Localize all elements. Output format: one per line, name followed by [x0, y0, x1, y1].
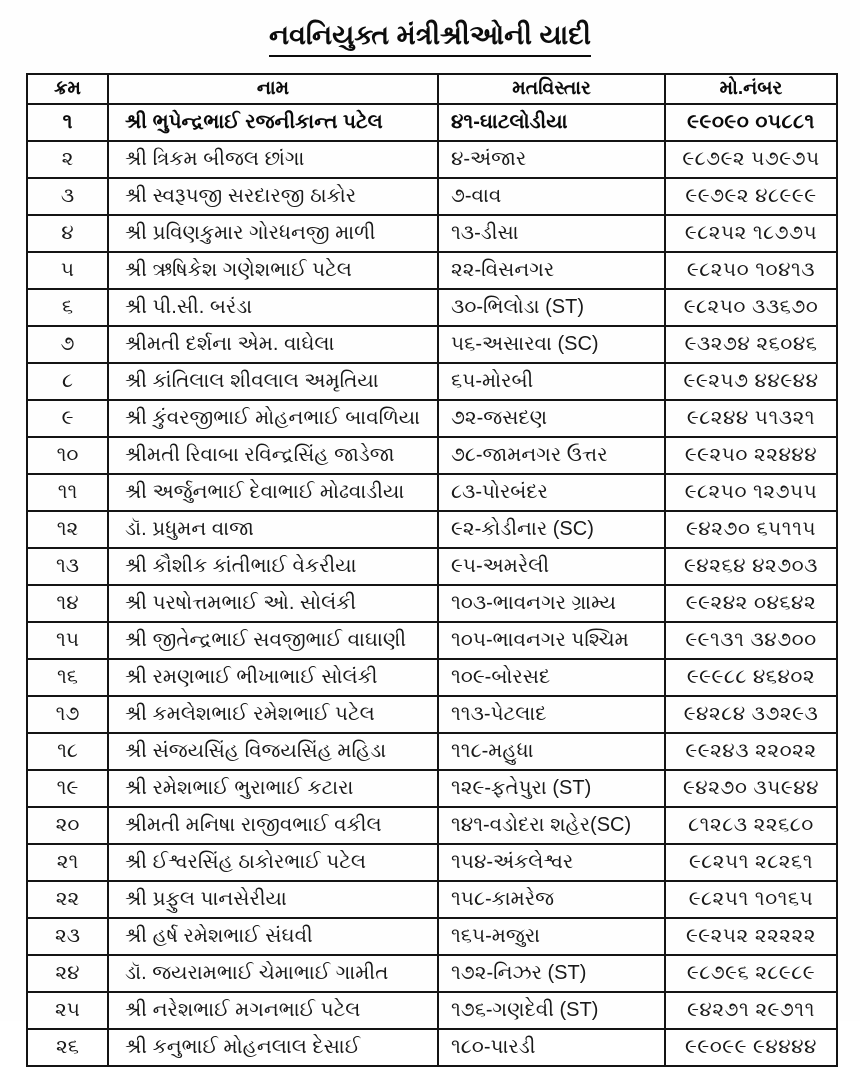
cell-serial: ૧૦	[27, 437, 108, 474]
cell-serial: ૧૩	[27, 548, 108, 585]
cell-serial: ૭	[27, 326, 108, 363]
cell-name: શ્રી સ્વરૂપજી સરદારજી ઠાકોર	[108, 178, 438, 215]
cell-constituency: ૩૦-ભિલોડા (ST)	[438, 289, 665, 326]
table-row	[27, 696, 837, 733]
table-row	[27, 363, 837, 400]
cell-serial: ૩	[27, 178, 108, 215]
table-row	[27, 141, 837, 178]
table-row	[27, 955, 837, 992]
table-row	[27, 326, 837, 363]
cell-serial: ૨૪	[27, 955, 108, 992]
cell-serial: ૨૫	[27, 992, 108, 1029]
cell-constituency: ૯૨-કોડીનાર (SC)	[438, 511, 665, 548]
ministers-table	[26, 73, 838, 1067]
cell-mobile: ૯૯૨૫૦ ૨૨૪૪૪	[665, 437, 837, 474]
header-name: નામ	[108, 74, 438, 104]
cell-constituency: ૧૪૧-વડોદરા શહેર(SC)	[438, 807, 665, 844]
cell-constituency: ૭૮-જામનગર ઉત્તર	[438, 437, 665, 474]
cell-constituency: ૧૫૮-કામરેજ	[438, 881, 665, 918]
cell-constituency: ૭૨-જસદણ	[438, 400, 665, 437]
cell-serial: ૧૭	[27, 696, 108, 733]
cell-serial: ૪	[27, 215, 108, 252]
cell-constituency: ૧૧૩-પેટલાદ	[438, 696, 665, 733]
cell-serial: ૧૪	[27, 585, 108, 622]
table-row	[27, 511, 837, 548]
table-row	[27, 1029, 837, 1066]
cell-serial: ૧૬	[27, 659, 108, 696]
cell-name: શ્રી ઋષિકેશ ગણેશભાઈ પટેલ	[108, 252, 438, 289]
cell-name: શ્રી અર્જુનભાઈ દેવાભાઈ મોઢવાડીયા	[108, 474, 438, 511]
cell-serial: ૫	[27, 252, 108, 289]
cell-serial: ૨૩	[27, 918, 108, 955]
cell-mobile: ૯૪૨૬૪ ૪૨૭૦૩	[665, 548, 837, 585]
cell-name: શ્રી પ્રફુલ પાનસેરીયા	[108, 881, 438, 918]
cell-constituency: ૧૫૪-અંકલેશ્વર	[438, 844, 665, 881]
table-row	[27, 807, 837, 844]
cell-constituency: ૫૬-અસારવા (SC)	[438, 326, 665, 363]
cell-serial: ૧૯	[27, 770, 108, 807]
cell-serial: ૨૧	[27, 844, 108, 881]
cell-serial: ૯	[27, 400, 108, 437]
cell-serial: ૧૮	[27, 733, 108, 770]
cell-mobile: ૯૪૨૮૪ ૩૭૨૯૩	[665, 696, 837, 733]
cell-serial: ૨	[27, 141, 108, 178]
cell-name: શ્રી કૌશીક કાંતીભાઈ વેકરીયા	[108, 548, 438, 585]
cell-serial: ૨૨	[27, 881, 108, 918]
cell-name: શ્રી રમેશભાઈ ભુરાભાઈ કટારા	[108, 770, 438, 807]
table-row	[27, 992, 837, 1029]
cell-serial: ૬	[27, 289, 108, 326]
cell-serial: ૧૧	[27, 474, 108, 511]
cell-name: શ્રી કમલેશભાઈ રમેશભાઈ પટેલ	[108, 696, 438, 733]
cell-name: શ્રીમતી રિવાબા રવિન્દ્રસિંહ જાડેજા	[108, 437, 438, 474]
header-serial: ક્રમ	[27, 74, 108, 104]
cell-serial: ૮	[27, 363, 108, 400]
cell-name: શ્રી હર્ષ રમેશભાઈ સંઘવી	[108, 918, 438, 955]
cell-mobile: ૯૪૨૭૦ ૬૫૧૧૫	[665, 511, 837, 548]
cell-constituency: ૧૧૮-મહુધા	[438, 733, 665, 770]
table-row	[27, 400, 837, 437]
table-body	[27, 104, 837, 1066]
table-row	[27, 844, 837, 881]
cell-mobile: ૯૯૦૯૯ ૯૪૪૪૪	[665, 1029, 837, 1066]
cell-mobile: ૯૯૨૪૨ ૦૪૬૪૨	[665, 585, 837, 622]
cell-mobile: ૯૮૨૫૧ ૨૮૨૬૧	[665, 844, 837, 881]
cell-name: શ્રી રમણભાઈ ભીખાભાઈ સોલંકી	[108, 659, 438, 696]
cell-serial: ૨૬	[27, 1029, 108, 1066]
cell-constituency: ૧૭૨-નિઝર (ST)	[438, 955, 665, 992]
table-row	[27, 733, 837, 770]
cell-mobile: ૯૮૨૫૦ ૩૩૬૭૦	[665, 289, 837, 326]
cell-mobile: ૯૯૨૫૭ ૪૪૯૪૪	[665, 363, 837, 400]
cell-constituency: ૨૨-વિસનગર	[438, 252, 665, 289]
cell-name: શ્રી પરષોત્તમભાઈ ઓ. સોલંકી	[108, 585, 438, 622]
cell-name: શ્રી પી.સી. બરંડા	[108, 289, 438, 326]
cell-mobile: ૯૮૨૫૦ ૧૦૪૧૩	[665, 252, 837, 289]
cell-serial: ૨૦	[27, 807, 108, 844]
cell-constituency: ૭-વાવ	[438, 178, 665, 215]
table-row	[27, 918, 837, 955]
cell-name: ડૉ. પ્રધુમન વાજા	[108, 511, 438, 548]
table-row	[27, 289, 837, 326]
cell-name: શ્રી સંજયસિંહ વિજયસિંહ મહિડા	[108, 733, 438, 770]
cell-mobile: ૯૮૨૪૪ ૫૧૩૨૧	[665, 400, 837, 437]
cell-name: શ્રી કુંવરજીભાઈ મોહનભાઈ બાવળિયા	[108, 400, 438, 437]
cell-name: શ્રી કાંતિલાલ શીવલાલ અમૃતિયા	[108, 363, 438, 400]
cell-name: શ્રી ત્રિકમ બીજલ છાંગા	[108, 141, 438, 178]
cell-mobile: ૮૧૨૮૩ ૨૨૬૮૦	[665, 807, 837, 844]
cell-constituency: ૧૬૫-મજુરા	[438, 918, 665, 955]
cell-serial: ૧	[27, 104, 108, 141]
cell-serial: ૧૨	[27, 511, 108, 548]
cell-constituency: ૪-અંજાર	[438, 141, 665, 178]
cell-mobile: ૯૯૧૩૧ ૩૪૭૦૦	[665, 622, 837, 659]
cell-mobile: ૯૮૭૯૬ ૨૮૯૮૯	[665, 955, 837, 992]
page-title	[0, 0, 860, 57]
cell-constituency: ૬૫-મોરબી	[438, 363, 665, 400]
cell-mobile: ૯૯૭૯૨ ૪૮૯૯૯	[665, 178, 837, 215]
cell-mobile: ૯૯૯૮૮ ૪૬૪૦૨	[665, 659, 837, 696]
page-title-text: નવનિયુક્ત મંત્રીશ્રીઓની યાદી	[269, 20, 591, 57]
cell-constituency: ૮૩-પોરબંદર	[438, 474, 665, 511]
cell-constituency: ૧૨૯-ફતેપુરા (ST)	[438, 770, 665, 807]
cell-name: શ્રી જીતેન્દ્રભાઈ સવજીભાઈ વાઘાણી	[108, 622, 438, 659]
cell-name: ડૉ. જયરામભાઈ ચેમાભાઈ ગામીત	[108, 955, 438, 992]
cell-constituency: ૧૦૯-બોરસદ	[438, 659, 665, 696]
table-row	[27, 659, 837, 696]
table-row	[27, 474, 837, 511]
cell-mobile: ૯૪૨૭૦ ૩૫૯૪૪	[665, 770, 837, 807]
header-row	[27, 74, 837, 104]
cell-constituency: ૧૭૬-ગણદેવી (ST)	[438, 992, 665, 1029]
cell-mobile: ૯૯૨૫૨ ૨૨૨૨૨	[665, 918, 837, 955]
cell-constituency: ૪૧-ઘાટલોડીયા	[438, 104, 665, 141]
cell-name: શ્રી કનુભાઈ મોહનલાલ દેસાઈ	[108, 1029, 438, 1066]
cell-name: શ્રી ઈશ્વરસિંહ ઠાકોરભાઈ પટેલ	[108, 844, 438, 881]
cell-constituency: ૧૦૫-ભાવનગર પશ્ચિમ	[438, 622, 665, 659]
cell-name: શ્રી ભુપેન્દ્રભાઈ રજનીકાન્ત પટેલ	[108, 104, 438, 141]
header-constituency: મતવિસ્તાર	[438, 74, 665, 104]
table-row	[27, 881, 837, 918]
cell-name: શ્રીમતી દર્શના એમ. વાઘેલા	[108, 326, 438, 363]
cell-mobile: ૯૩૨૭૪ ૨૬૦૪૬	[665, 326, 837, 363]
table-row	[27, 770, 837, 807]
cell-mobile: ૯૮૨૫૨ ૧૮૭૭૫	[665, 215, 837, 252]
table-row	[27, 437, 837, 474]
cell-constituency: ૯૫-અમરેલી	[438, 548, 665, 585]
table-row	[27, 215, 837, 252]
table-row	[27, 622, 837, 659]
header-mobile: મો.નંબર	[665, 74, 837, 104]
cell-name: શ્રી નરેશભાઈ મગનભાઈ પટેલ	[108, 992, 438, 1029]
cell-mobile: ૯૯૨૪૩ ૨૨૦૨૨	[665, 733, 837, 770]
cell-constituency: ૧૮૦-પારડી	[438, 1029, 665, 1066]
cell-mobile: ૯૮૨૫૧ ૧૦૧૬૫	[665, 881, 837, 918]
table-row	[27, 585, 837, 622]
cell-mobile: ૯૯૦૯૦ ૦૫૮૮૧	[665, 104, 837, 141]
table-row	[27, 548, 837, 585]
cell-name: શ્રી પ્રવિણકુમાર ગોરધનજી માળી	[108, 215, 438, 252]
cell-serial: ૧૫	[27, 622, 108, 659]
table-header	[27, 74, 837, 104]
table-row	[27, 252, 837, 289]
cell-mobile: ૯૮૨૫૦ ૧૨૭૫૫	[665, 474, 837, 511]
table-row	[27, 104, 837, 141]
cell-constituency: ૧૩-ડીસા	[438, 215, 665, 252]
cell-mobile: ૯૮૭૯૨ ૫૭૯૭૫	[665, 141, 837, 178]
cell-constituency: ૧૦૩-ભાવનગર ગ્રામ્ય	[438, 585, 665, 622]
cell-name: શ્રીમતી મનિષા રાજીવભાઈ વકીલ	[108, 807, 438, 844]
cell-mobile: ૯૪૨૭૧ ૨૯૭૧૧	[665, 992, 837, 1029]
table-row	[27, 178, 837, 215]
